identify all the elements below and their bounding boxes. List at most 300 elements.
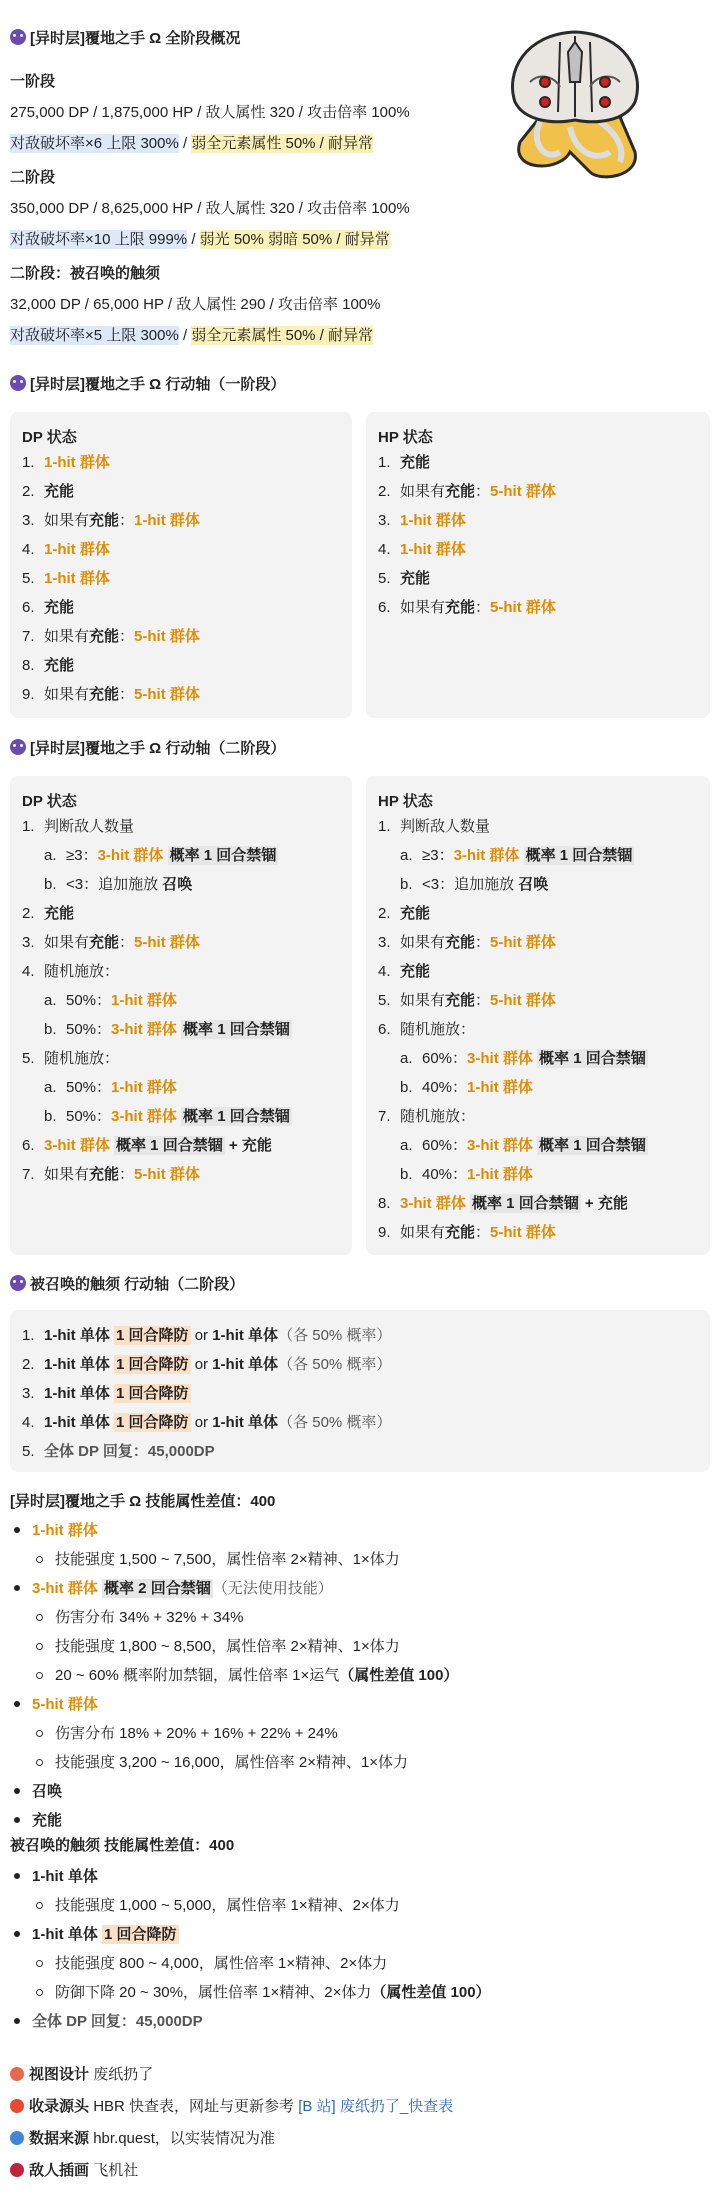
step-number: 8. (22, 657, 35, 674)
skull-icon (10, 29, 26, 45)
skill-name: 召唤 (32, 1783, 63, 1800)
phase2-hp-card (366, 776, 710, 1255)
timeline-step (44, 1077, 177, 1099)
bullet-icon (36, 1556, 43, 1563)
attack-name: 1-hit 群体 (467, 1079, 533, 1096)
or-text: or (194, 1414, 209, 1431)
plus-sign: + (224, 1137, 242, 1154)
step-number: 1. (22, 1327, 35, 1344)
timeline-step (22, 1048, 119, 1070)
charge-keyword: 充能 (44, 599, 75, 616)
tentacle-skills-title: 被召唤的触须 技能属性差值：400 (10, 1837, 235, 1854)
colon: ： (119, 1166, 135, 1183)
bullet-icon (36, 1759, 43, 1766)
attribute-diff-note: （属性差值 100） (339, 1667, 459, 1684)
timeline-step (400, 874, 548, 896)
step-text: 如果有 (400, 934, 446, 951)
timeline-step (22, 1164, 200, 1186)
step-number: a. (44, 847, 57, 864)
step-text: 60%： (422, 1050, 468, 1067)
phase1-stats: 275,000 DP / 1,875,000 HP / 敌人属性 320 / 攻击倍率 100% (10, 104, 410, 121)
skill-detail (10, 1636, 400, 1658)
step-text: 随机施放： (44, 963, 120, 980)
overview-title-text: [异时层]覆地之手 Ω 全阶段概况 (30, 29, 241, 47)
step-number: b. (400, 1166, 413, 1183)
bullet-icon (36, 1672, 43, 1679)
timeline-step (378, 597, 556, 619)
timeline-step (378, 961, 430, 983)
phase1-hp-card (366, 412, 710, 718)
colon: ： (475, 599, 491, 616)
timeline-step (22, 452, 110, 474)
or-text: or (194, 1327, 209, 1344)
attack-name: 5-hit 群体 (134, 686, 200, 703)
credit-link[interactable]: [B 站] 废纸扔了_快查表 (298, 2098, 454, 2115)
step-number: 6. (22, 1137, 35, 1154)
attack-name: 5-hit 群体 (490, 483, 556, 500)
debuff-tag: 1 回合降防 (116, 1385, 189, 1402)
phase2-dp-card (10, 776, 352, 1255)
detail-text: 技能强度 1,500 ~ 7,500，属性倍率 2×精神、1×体力 (55, 1551, 400, 1568)
timeline-step (378, 510, 466, 532)
step-text: <3：追加施放 (422, 876, 519, 893)
keyword: 充能 (241, 1137, 272, 1154)
step-number: 3. (22, 934, 35, 951)
attack-name: 3-hit 群体 (44, 1137, 110, 1154)
step-number: b. (44, 1021, 57, 1038)
bullet-icon (36, 1960, 43, 1967)
skill-name: 3-hit 群体 (32, 1580, 98, 1597)
attack-name: 1-hit 单体 (44, 1327, 110, 1344)
step-number: 6. (378, 1021, 391, 1038)
timeline-step (22, 816, 134, 838)
colon: ： (475, 934, 491, 951)
step-text: 判断敌人数量 (400, 818, 491, 835)
keyword: 充能 (445, 992, 476, 1009)
timeline-step (22, 597, 74, 619)
art-icon (10, 2163, 24, 2177)
step-text: 50%： (66, 1108, 112, 1125)
step-text: 如果有 (44, 1166, 90, 1183)
attack-name: 5-hit 群体 (490, 1224, 556, 1241)
colon: ： (475, 992, 491, 1009)
step-text: 50%： (66, 1021, 112, 1038)
dp-recovery: 全体 DP 回复：45,000DP (32, 2013, 203, 2030)
step-number: 5. (378, 570, 391, 587)
skill-detail (10, 1723, 338, 1745)
summon-break: 对敌破坏率×5 上限 300% (10, 327, 179, 344)
timeline-step (378, 452, 430, 474)
bullet-icon (14, 1931, 20, 1937)
status-effect-tag: 概率 1 回合禁锢 (183, 1108, 290, 1125)
step-number: b. (44, 1108, 57, 1125)
step-number: b. (400, 1079, 413, 1096)
attack-name: 1-hit 群体 (44, 541, 110, 558)
step-number: a. (400, 847, 413, 864)
timeline-step (44, 990, 177, 1012)
credit-line (10, 2096, 453, 2118)
condition-text: 如果有 (400, 599, 446, 616)
timeline-step (400, 1164, 533, 1186)
timeline-step (22, 1441, 215, 1463)
step-text: 40%： (422, 1079, 468, 1096)
debuff-tag: 1 回合降防 (104, 1926, 177, 1943)
timeline-step (44, 1106, 292, 1128)
timeline-step (22, 961, 119, 983)
skill-entry (10, 1781, 62, 1803)
attack-name: 1-hit 群体 (44, 454, 110, 471)
timeline-step (378, 1106, 475, 1128)
timeline-step (378, 932, 556, 954)
step-number: 7. (22, 628, 35, 645)
source-icon (10, 2099, 24, 2113)
dp-recovery: 全体 DP 回复：45,000DP (44, 1443, 215, 1460)
or-text: or (194, 1356, 209, 1373)
skill-name: 1-hit 群体 (32, 1522, 98, 1539)
timeline-step (378, 568, 430, 590)
card-header: HP 状态 (378, 429, 433, 446)
step-number: 6. (22, 599, 35, 616)
step-number: 2. (22, 483, 35, 500)
skill-entry (10, 1578, 333, 1600)
phase1-timeline-title (10, 372, 285, 394)
charge-keyword: 充能 (89, 686, 120, 703)
step-number: 6. (378, 599, 391, 616)
timeline-step (22, 1412, 391, 1434)
skill-detail (10, 1607, 243, 1629)
phase2-timeline-title-text: [异时层]覆地之手 Ω 行动轴（二阶段） (30, 739, 286, 757)
attack-name: 1-hit 单体 (212, 1414, 279, 1431)
skill-entry (10, 1866, 98, 1888)
design-icon (10, 2067, 24, 2081)
bullet-icon (14, 1788, 20, 1794)
credit-value: HBR 快查表，网址与更新参考 (93, 2098, 299, 2115)
keyword: 充能 (400, 963, 431, 980)
detail-text: 技能强度 3,200 ~ 16,000，属性倍率 2×精神、1×体力 (55, 1754, 409, 1771)
attack-name: 1-hit 群体 (467, 1166, 533, 1183)
step-number: 4. (22, 963, 35, 980)
condition-text: 如果有 (44, 628, 90, 645)
phase1-break-line (10, 132, 373, 156)
step-text: <3：追加施放 (66, 876, 163, 893)
step-number: 3. (22, 1385, 35, 1402)
timeline-step (400, 845, 634, 867)
step-number: 4. (378, 963, 391, 980)
skill-name: 充能 (32, 1812, 63, 1829)
detail-text: 伤害分布 34% + 32% + 34% (55, 1609, 244, 1626)
card-header: DP 状态 (22, 793, 77, 810)
skill-entry (10, 1520, 98, 1542)
summon-weakness: 弱全元素属性 50% / 耐异常 (191, 327, 374, 344)
debuff-tag: 1 回合降防 (116, 1356, 189, 1373)
attack-name: 1-hit 群体 (400, 512, 466, 529)
detail-text: 技能强度 1,000 ~ 5,000，属性倍率 1×精神、2×体力 (55, 1897, 400, 1914)
step-text: 如果有 (400, 992, 446, 1009)
step-number: 3. (22, 512, 35, 529)
step-number: 1. (22, 818, 35, 835)
step-number: 9. (22, 686, 35, 703)
step-number: b. (400, 876, 413, 893)
detail-text: 技能强度 800 ~ 4,000，属性倍率 1×精神、2×体力 (55, 1955, 388, 1972)
enemy-illustration (500, 22, 650, 182)
step-number: 9. (378, 1224, 391, 1241)
phase1-break: 对敌破坏率×6 上限 300% (10, 135, 179, 152)
phase1-label: 一阶段 (10, 73, 56, 90)
timeline-step (22, 1354, 391, 1376)
charge-keyword: 充能 (44, 483, 75, 500)
step-number: 2. (22, 905, 35, 922)
condition-text: 如果有 (400, 483, 446, 500)
timeline-step (22, 1325, 391, 1347)
step-text: 如果有 (44, 934, 90, 951)
timeline-step (22, 626, 200, 648)
timeline-step (22, 655, 74, 677)
attribute-diff-note: （属性差值 100） (371, 1984, 491, 2001)
attack-name: 3-hit 群体 (111, 1021, 177, 1038)
step-text: 50%： (66, 1079, 112, 1096)
timeline-step (22, 684, 200, 706)
skull-icon (10, 375, 26, 391)
attack-name: 3-hit 群体 (467, 1137, 533, 1154)
attack-name: 1-hit 单体 (44, 1385, 110, 1402)
skill-detail (10, 1895, 400, 1917)
charge-keyword: 充能 (44, 657, 75, 674)
colon: ： (119, 934, 135, 951)
detail-text: 伤害分布 18% + 20% + 16% + 22% + 24% (55, 1725, 338, 1742)
keyword: 充能 (445, 1224, 476, 1241)
colon: ： (119, 512, 135, 529)
timeline-step (378, 1019, 475, 1041)
skill-entry (10, 2011, 203, 2033)
charge-keyword: 充能 (445, 599, 476, 616)
step-number: 3. (378, 512, 391, 529)
detail-text: 技能强度 1,800 ~ 8,500，属性倍率 2×精神、1×体力 (55, 1638, 400, 1655)
step-number: 4. (378, 541, 391, 558)
step-text: ≥3： (66, 847, 98, 864)
overview-title (10, 26, 240, 48)
charge-keyword: 充能 (89, 512, 120, 529)
credit-label: 敌人插画 (29, 2162, 90, 2179)
attack-name: 3-hit 群体 (400, 1195, 466, 1212)
step-text: 60%： (422, 1137, 468, 1154)
attack-name: 5-hit 群体 (134, 1166, 200, 1183)
step-number: 2. (378, 905, 391, 922)
bullet-icon (36, 1989, 43, 1996)
phase2-break-line (10, 228, 390, 252)
attack-name: 3-hit 群体 (467, 1050, 533, 1067)
timeline-step (400, 1048, 648, 1070)
step-text: 随机施放： (400, 1108, 476, 1125)
bullet-icon (36, 1902, 43, 1909)
timeline-step (378, 1193, 628, 1215)
phase2-timeline-title (10, 736, 285, 758)
step-number: 5. (22, 570, 35, 587)
credit-label: 收录源头 (29, 2098, 90, 2115)
credit-line (10, 2064, 153, 2086)
summon-stats: 32,000 DP / 65,000 HP / 敌人属性 290 / 攻击倍率 100% (10, 296, 381, 313)
credit-label: 数据来源 (29, 2130, 90, 2147)
credit-value: 废纸扔了 (93, 2066, 154, 2083)
skull-icon (10, 1275, 26, 1291)
skill-detail (10, 1665, 458, 1687)
attack-name: 5-hit 群体 (134, 934, 200, 951)
attack-name: 1-hit 群体 (111, 1079, 177, 1096)
summon-break-line (10, 324, 373, 348)
phase1-weakness: 弱全元素属性 50% / 耐异常 (191, 135, 374, 152)
attack-name: 1-hit 单体 (44, 1356, 110, 1373)
step-text: 随机施放： (44, 1050, 120, 1067)
bullet-icon (36, 1643, 43, 1650)
timeline-step (378, 481, 556, 503)
step-number: 7. (22, 1166, 35, 1183)
tentacle-card (10, 1310, 710, 1472)
keyword: 召唤 (162, 876, 193, 893)
bullet-icon (14, 1585, 20, 1591)
step-text: 40%： (422, 1166, 468, 1183)
skill-note: （无法使用技能） (212, 1580, 333, 1597)
bullet-icon (36, 1614, 43, 1621)
colon: ： (475, 1224, 491, 1241)
timeline-step (22, 568, 110, 590)
skill-detail (10, 1953, 387, 1975)
credit-value: hbr.quest，以实装情况为准 (93, 2130, 275, 2147)
detail-text: 防御下降 20 ~ 30%，属性倍率 1×精神、2×体力 (55, 1984, 372, 2001)
step-number: 1. (378, 818, 391, 835)
attack-name: 5-hit 群体 (490, 599, 556, 616)
timeline-step (22, 1135, 272, 1157)
colon: ： (475, 483, 491, 500)
step-number: 1. (378, 454, 391, 471)
step-number: 5. (378, 992, 391, 1009)
card-header: DP 状态 (22, 429, 77, 446)
credit-line (10, 2160, 138, 2182)
keyword: 充能 (400, 905, 431, 922)
separator: / (187, 231, 200, 248)
timeline-step (378, 539, 466, 561)
timeline-step (378, 816, 490, 838)
step-number: 3. (378, 934, 391, 951)
step-text: 如果有 (400, 1224, 446, 1241)
detail-text: 20 ~ 60% 概率附加禁锢，属性倍率 1×运气 (55, 1667, 340, 1684)
timeline-step (22, 510, 200, 532)
status-effect-tag: 概率 1 回合禁锢 (525, 847, 633, 864)
phase2-break: 对敌破坏率×10 上限 999% (10, 231, 188, 248)
step-number: 4. (22, 1414, 35, 1431)
debuff-tag: 1 回合降防 (116, 1327, 189, 1344)
credit-label: 视图设计 (29, 2066, 90, 2083)
phase1-dp-card (10, 412, 352, 718)
condition-text: 如果有 (44, 512, 90, 529)
keyword: 充能 (89, 934, 120, 951)
skill-entry (10, 1810, 62, 1832)
attack-name: 1-hit 群体 (44, 570, 110, 587)
skill-name: 1-hit 单体 (32, 1926, 98, 1943)
timeline-step (22, 932, 200, 954)
keyword: 充能 (89, 1166, 120, 1183)
colon: ： (119, 628, 135, 645)
skull-icon (10, 739, 26, 755)
colon: ： (119, 686, 135, 703)
step-number: a. (400, 1050, 413, 1067)
bullet-icon (14, 1701, 20, 1707)
plus-sign: + (580, 1195, 598, 1212)
attack-name: 1-hit 单体 (212, 1327, 279, 1344)
debuff-tag: 1 回合降防 (116, 1414, 189, 1431)
separator: / (178, 327, 192, 344)
timeline-step (22, 539, 110, 561)
phase1-timeline-title-text: [异时层]覆地之手 Ω 行动轴（一阶段） (30, 375, 286, 393)
attack-name: 5-hit 群体 (490, 934, 556, 951)
skill-entry (10, 1924, 179, 1946)
step-number: 8. (378, 1195, 391, 1212)
attack-name: 1-hit 群体 (134, 512, 200, 529)
step-number: 5. (22, 1443, 35, 1460)
data-icon (10, 2131, 24, 2145)
probability-note: （各 50% 概率） (278, 1356, 392, 1373)
phase2-stats: 350,000 DP / 8,625,000 HP / 敌人属性 320 / 攻击倍率 100% (10, 200, 410, 217)
attack-name: 5-hit 群体 (490, 992, 556, 1009)
attack-name: 3-hit 群体 (453, 847, 520, 864)
attack-name: 3-hit 群体 (97, 847, 164, 864)
step-number: 2. (22, 1356, 35, 1373)
timeline-step (400, 1135, 648, 1157)
timeline-step (378, 990, 556, 1012)
charge-keyword: 充能 (400, 454, 431, 471)
step-number: a. (400, 1137, 413, 1154)
tentacle-timeline-title (10, 1272, 244, 1294)
skill-entry (10, 1694, 98, 1716)
status-effect-tag: 概率 1 回合禁锢 (539, 1137, 646, 1154)
step-number: 1. (22, 454, 35, 471)
timeline-step (22, 1383, 191, 1405)
step-text: 50%： (66, 992, 112, 1009)
attack-name: 1-hit 单体 (44, 1414, 110, 1431)
step-text: ≥3： (422, 847, 454, 864)
bullet-icon (14, 1527, 20, 1533)
card-header: HP 状态 (378, 793, 433, 810)
keyword: 充能 (597, 1195, 628, 1212)
keyword: 召唤 (518, 876, 549, 893)
skill-name: 5-hit 群体 (32, 1696, 98, 1713)
step-number: a. (44, 1079, 57, 1096)
phase2-weakness: 弱光 50% 弱暗 50% / 耐异常 (199, 231, 390, 248)
step-text: 随机施放： (400, 1021, 476, 1038)
status-effect-tag: 概率 1 回合禁锢 (183, 1021, 290, 1038)
probability-note: （各 50% 概率） (278, 1414, 392, 1431)
timeline-step (378, 1222, 556, 1244)
probability-note: （各 50% 概率） (278, 1327, 392, 1344)
step-number: b. (44, 876, 57, 893)
condition-text: 如果有 (44, 686, 90, 703)
step-number: 7. (378, 1108, 391, 1125)
step-number: 4. (22, 541, 35, 558)
separator: / (178, 135, 192, 152)
skill-name: 1-hit 单体 (32, 1868, 98, 1885)
bullet-icon (14, 1873, 20, 1879)
credit-value: 飞机社 (93, 2162, 139, 2179)
credit-line (10, 2128, 275, 2150)
keyword: 充能 (445, 934, 476, 951)
skill-detail (10, 1549, 400, 1571)
status-effect-tag: 概率 2 回合禁锢 (104, 1580, 211, 1597)
bullet-icon (14, 2018, 20, 2024)
step-number: 2. (378, 483, 391, 500)
step-number: a. (44, 992, 57, 1009)
timeline-step (400, 1077, 533, 1099)
attack-name: 1-hit 群体 (111, 992, 177, 1009)
bullet-icon (14, 1817, 20, 1823)
attack-name: 3-hit 群体 (111, 1108, 177, 1125)
